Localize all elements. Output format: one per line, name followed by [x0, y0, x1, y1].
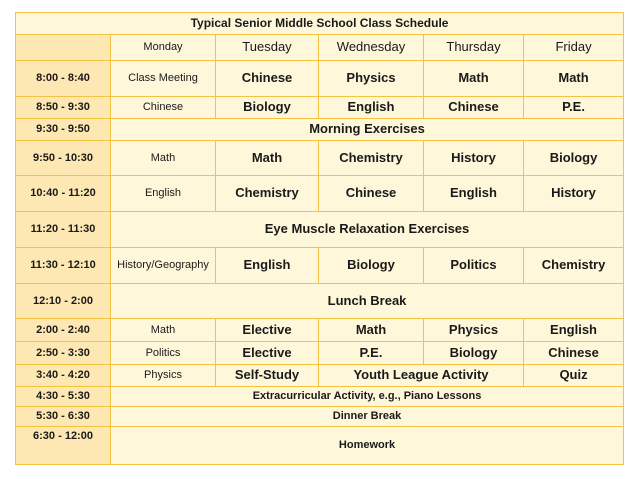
activity-cell-homework: Homework [111, 427, 624, 465]
table-row [16, 61, 624, 97]
class-cell: Politics [111, 342, 216, 365]
class-cell: Chemistry [319, 141, 424, 176]
class-schedule-table [15, 12, 624, 465]
time-cell: 11:20 - 11:30 [16, 212, 111, 248]
class-cell: History [424, 141, 524, 176]
class-cell: Chinese [524, 342, 624, 365]
activity-cell-lunch-break: Lunch Break [111, 284, 624, 319]
class-cell: Math [216, 141, 319, 176]
day-header-monday: Monday [111, 35, 216, 61]
activity-cell-extracurricular: Extracurricular Activity, e.g., Piano Lessons [111, 387, 624, 407]
class-cell: Physics [319, 61, 424, 97]
header-corner [16, 35, 111, 61]
table-row [16, 248, 624, 284]
class-cell: Chinese [111, 97, 216, 119]
table-row [16, 212, 624, 248]
class-cell: Self-Study [216, 365, 319, 387]
class-cell: Math [524, 61, 624, 97]
class-cell: Math [111, 141, 216, 176]
class-cell: Biology [424, 342, 524, 365]
table-row [16, 119, 624, 141]
time-cell: 9:50 - 10:30 [16, 141, 111, 176]
class-cell: English [524, 319, 624, 342]
class-cell: Chinese [319, 176, 424, 212]
time-cell: 8:00 - 8:40 [16, 61, 111, 97]
class-cell: Elective [216, 342, 319, 365]
table-row [16, 97, 624, 119]
class-cell: English [319, 97, 424, 119]
class-cell: Biology [216, 97, 319, 119]
table-row [16, 365, 624, 387]
time-cell: 2:00 - 2:40 [16, 319, 111, 342]
class-cell: Chemistry [524, 248, 624, 284]
class-cell: English [111, 176, 216, 212]
class-cell: Math [111, 319, 216, 342]
time-cell: 3:40 - 4:20 [16, 365, 111, 387]
class-cell: P.E. [524, 97, 624, 119]
class-cell: P.E. [319, 342, 424, 365]
time-cell: 5:30 - 6:30 [16, 407, 111, 427]
time-cell: 9:30 - 9:50 [16, 119, 111, 141]
class-cell: English [424, 176, 524, 212]
day-header-tuesday: Tuesday [216, 35, 319, 61]
schedule-title: Typical Senior Middle School Class Schedule [16, 13, 624, 35]
time-cell: 4:30 - 5:30 [16, 387, 111, 407]
class-cell: Math [319, 319, 424, 342]
table-row [16, 427, 624, 465]
activity-cell-eye-exercises: Eye Muscle Relaxation Exercises [111, 212, 624, 248]
day-header-thursday: Thursday [424, 35, 524, 61]
time-cell: 11:30 - 12:10 [16, 248, 111, 284]
class-cell: Chinese [216, 61, 319, 97]
class-cell: Biology [524, 141, 624, 176]
activity-cell-dinner-break: Dinner Break [111, 407, 624, 427]
time-cell: 6:30 - 12:00 [16, 427, 111, 465]
class-cell: Chemistry [216, 176, 319, 212]
class-cell: Physics [424, 319, 524, 342]
class-cell: Class Meeting [111, 61, 216, 97]
class-cell: Quiz [524, 365, 624, 387]
class-cell: Math [424, 61, 524, 97]
time-cell: 10:40 - 11:20 [16, 176, 111, 212]
table-row [16, 387, 624, 407]
table-row [16, 141, 624, 176]
class-cell: Chinese [424, 97, 524, 119]
table-row [16, 342, 624, 365]
class-cell: History [524, 176, 624, 212]
activity-cell-morning-exercises: Morning Exercises [111, 119, 624, 141]
class-cell: Biology [319, 248, 424, 284]
class-cell: Elective [216, 319, 319, 342]
activity-cell-youth-league: Youth League Activity [319, 365, 524, 387]
time-cell: 2:50 - 3:30 [16, 342, 111, 365]
day-header-wednesday: Wednesday [319, 35, 424, 61]
header-row [16, 35, 624, 61]
table-row [16, 176, 624, 212]
class-cell: Politics [424, 248, 524, 284]
table-row [16, 407, 624, 427]
table-row [16, 284, 624, 319]
class-cell: English [216, 248, 319, 284]
table-row [16, 319, 624, 342]
class-cell: Physics [111, 365, 216, 387]
day-header-friday: Friday [524, 35, 624, 61]
time-cell: 8:50 - 9:30 [16, 97, 111, 119]
class-cell: History/Geography [111, 248, 216, 284]
time-cell: 12:10 - 2:00 [16, 284, 111, 319]
